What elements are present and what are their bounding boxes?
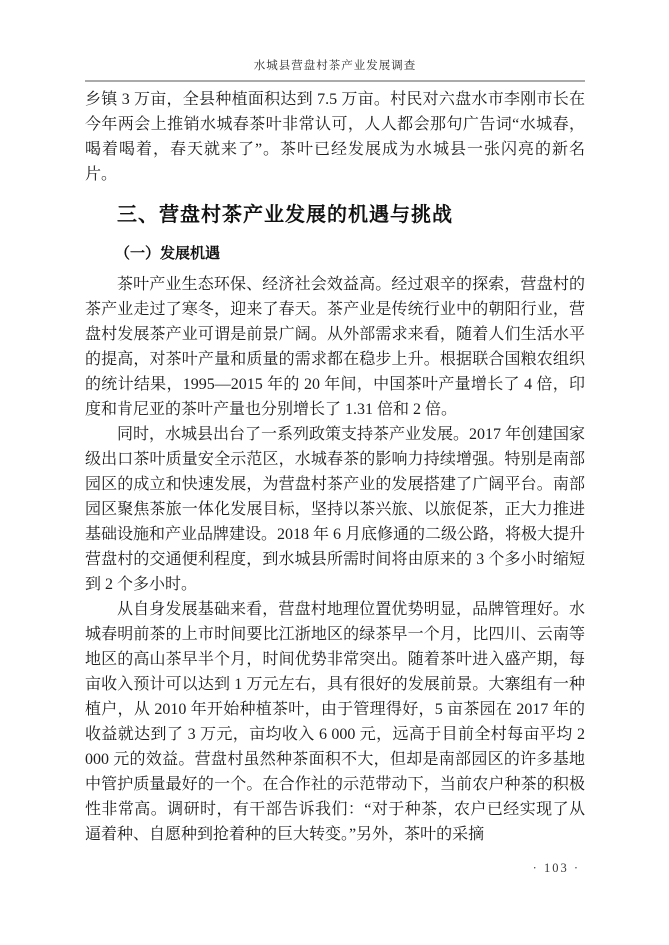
document-body xyxy=(85,87,585,847)
page-number: · 103 · xyxy=(532,861,580,875)
running-header-title: 水城县营盘村茶产业发展调查 xyxy=(253,60,417,72)
paragraph-foundation: 从自身发展基础来看，营盘村地理位置优势明显，品牌管理好。水城春明前茶的上市时间要比江浙地区的绿茶早一个月，比四川、云南等地区的高山茶早半个月，时间优势非常突出。随着茶叶进入盛产期，每亩收入预计可以达到 1 万元左右，具有很好的发展前景。大寨组有一种植户，从 2010 年开始种植茶叶，由于管理得好，5 亩茶园在 2017 年的收益就达到了 3 万元，亩均收入 6 000 元，远高于目前全村每亩平均 2 000 元的效益。营盘村虽然种茶面积不大，但却是南部园区的许多基地中管护质量最好的一个。在合作社的示范带动下，当前农户种茶的积极性非常高。调研时，有干部告诉我们：“对于种茶，农户已经实现了从逼着种、自愿种到抢着种的巨大转变。”另外，茶叶的采摘 xyxy=(85,601,585,843)
subsection-heading: （一）发展机遇 xyxy=(115,245,221,262)
content-column xyxy=(85,0,585,847)
header-rule xyxy=(85,80,585,82)
paragraph-opportunity: 茶叶产业生态环保、经济社会效益高。经过艰辛的探索，营盘村的茶产业走过了寒冬，迎来了春天。茶产业是传统行业中的朝阳行业，营盘村发展茶产业可谓是前景广阔。从外部需求来看，随着人们生活水平的提高，对茶叶产量和质量的需求都在稳步上升。根据联合国粮农组织的统计结果，1995—2015 年的 20 年间，中国茶叶产量增长了 4 倍，印度和肯尼亚的茶叶产量也分别增长了 1.31 倍和 2 倍。 xyxy=(85,276,585,418)
section-heading: 三、营盘村茶产业发展的机遇与挑战 xyxy=(117,204,453,226)
paragraph-policy: 同时，水城县出台了一系列政策支持茶产业发展。2017 年创建国家级出口茶叶质量安全示范区，水城春茶的影响力持续增强。特别是南部园区的成立和快速发展，为营盘村茶产业的发展搭建了广阔平台。南部园区聚焦茶旅一体化发展目标，坚持以茶兴旅、以旅促茶，正大力推进基础设施和产业品牌建设。2018 年 6 月底修通的二级公路，将极大提升营盘村的交通便利程度，到水城县所需时间将由原来的 3 个多小时缩短到 2 个多小时。 xyxy=(85,426,586,593)
paragraph-continuation: 乡镇 3 万亩，全县种植面积达到 7.5 万亩。村民对六盘水市李刚市长在今年两会上推销水城春茶叶非常认可，人人都会那句广告词“水城春，喝着喝着，春天就来了”。茶叶已经发展成为水城县一张闪亮的新名片。 xyxy=(85,91,585,183)
page-header xyxy=(85,57,585,82)
